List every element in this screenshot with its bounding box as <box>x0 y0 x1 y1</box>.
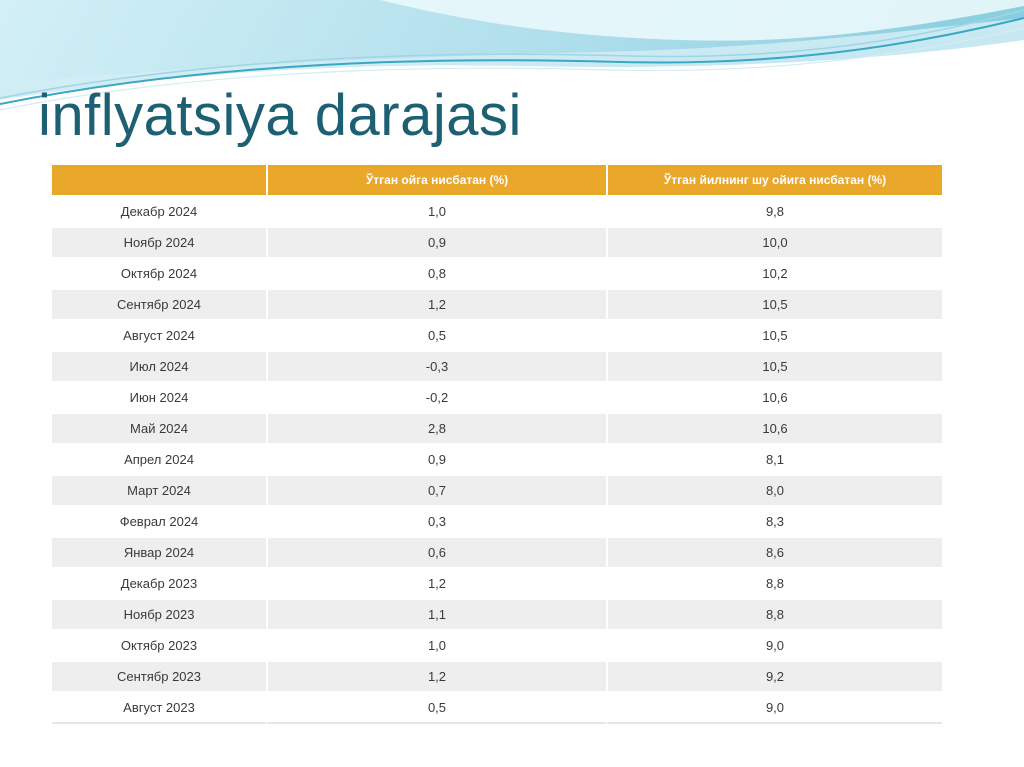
mom-cell: 1,0 <box>266 195 606 226</box>
table-row <box>52 629 942 660</box>
table-row <box>52 598 942 629</box>
mom-cell: 0,5 <box>266 319 606 350</box>
table-row <box>52 691 942 724</box>
table-row <box>52 412 942 443</box>
yoy-cell: 9,8 <box>606 195 942 226</box>
month-cell: Октябр 2024 <box>52 257 266 288</box>
yoy-cell: 8,8 <box>606 567 942 598</box>
inflation-table <box>52 165 942 724</box>
table-row <box>52 226 942 257</box>
header-month <box>52 165 266 195</box>
yoy-cell: 8,0 <box>606 474 942 505</box>
month-cell: Ноябр 2024 <box>52 226 266 257</box>
yoy-cell: 10,0 <box>606 226 942 257</box>
mom-cell: 0,6 <box>266 536 606 567</box>
header-year-over-year: Ўтган йилнинг шу ойига нисбатан (%) <box>606 165 942 195</box>
yoy-cell: 10,5 <box>606 350 942 381</box>
mom-cell: 0,5 <box>266 691 606 724</box>
slide-title: inflyatsiya darajasi <box>38 83 522 148</box>
mom-cell: 0,8 <box>266 257 606 288</box>
mom-cell: 0,3 <box>266 505 606 536</box>
yoy-cell: 8,8 <box>606 598 942 629</box>
month-cell: Декабр 2023 <box>52 567 266 598</box>
yoy-cell: 10,6 <box>606 412 942 443</box>
table-row <box>52 474 942 505</box>
table-row <box>52 288 942 319</box>
yoy-cell: 8,6 <box>606 536 942 567</box>
month-cell: Сентябр 2024 <box>52 288 266 319</box>
inflation-table-container <box>52 165 942 724</box>
mom-cell: 1,2 <box>266 660 606 691</box>
mom-cell: 0,7 <box>266 474 606 505</box>
mom-cell: 1,2 <box>266 567 606 598</box>
table-row <box>52 567 942 598</box>
mom-cell: 1,1 <box>266 598 606 629</box>
mom-cell: 1,2 <box>266 288 606 319</box>
month-cell: Август 2023 <box>52 691 266 724</box>
yoy-cell: 10,5 <box>606 319 942 350</box>
yoy-cell: 9,0 <box>606 691 942 724</box>
month-cell: Сентябр 2023 <box>52 660 266 691</box>
month-cell: Декабр 2024 <box>52 195 266 226</box>
month-cell: Июн 2024 <box>52 381 266 412</box>
month-cell: Октябр 2023 <box>52 629 266 660</box>
table-row <box>52 195 942 226</box>
table-row <box>52 505 942 536</box>
yoy-cell: 9,2 <box>606 660 942 691</box>
table-row <box>52 536 942 567</box>
table-header-row <box>52 165 942 195</box>
mom-cell: 0,9 <box>266 226 606 257</box>
month-cell: Август 2024 <box>52 319 266 350</box>
month-cell: Июл 2024 <box>52 350 266 381</box>
table-row <box>52 350 942 381</box>
yoy-cell: 8,1 <box>606 443 942 474</box>
yoy-cell: 10,5 <box>606 288 942 319</box>
month-cell: Май 2024 <box>52 412 266 443</box>
mom-cell: -0,2 <box>266 381 606 412</box>
month-cell: Феврал 2024 <box>52 505 266 536</box>
month-cell: Январ 2024 <box>52 536 266 567</box>
table-row <box>52 443 942 474</box>
table-row <box>52 319 942 350</box>
month-cell: Ноябр 2023 <box>52 598 266 629</box>
yoy-cell: 10,6 <box>606 381 942 412</box>
table-row <box>52 257 942 288</box>
table-row <box>52 381 942 412</box>
yoy-cell: 8,3 <box>606 505 942 536</box>
mom-cell: 1,0 <box>266 629 606 660</box>
table-row <box>52 660 942 691</box>
header-month-over-month: Ўтган ойга нисбатан (%) <box>266 165 606 195</box>
yoy-cell: 10,2 <box>606 257 942 288</box>
yoy-cell: 9,0 <box>606 629 942 660</box>
mom-cell: 2,8 <box>266 412 606 443</box>
month-cell: Апрел 2024 <box>52 443 266 474</box>
mom-cell: -0,3 <box>266 350 606 381</box>
mom-cell: 0,9 <box>266 443 606 474</box>
month-cell: Март 2024 <box>52 474 266 505</box>
